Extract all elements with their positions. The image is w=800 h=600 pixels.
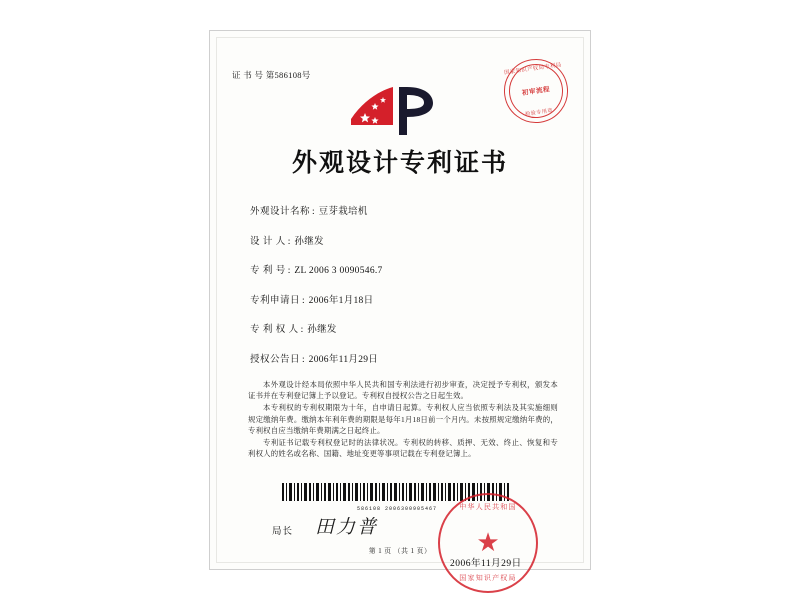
star-icon: ★ [476, 528, 500, 557]
field-value: 2006年11月29日 [308, 354, 379, 365]
barcode-text: 586108 2006300905467 [356, 506, 437, 512]
patent-certificate [209, 30, 591, 582]
director-label: 局长 [272, 527, 294, 537]
serial-number: 第586108号 [265, 70, 311, 80]
main-seal-arc-top: 中华人民共和国 [459, 503, 517, 511]
field-value: 孙继发 [307, 325, 337, 335]
field-application-date [250, 292, 558, 306]
certificate-serial [232, 69, 311, 81]
field-colon: : [287, 266, 291, 276]
certificate-fields [250, 203, 558, 380]
field-colon: : [300, 325, 304, 335]
page-footer: 第 1 页 （共 1 页） [368, 548, 432, 555]
serial-label: 证 书 号 [232, 70, 264, 80]
body-paragraph-1: 本外观设计经本局依照中华人民共和国专利法进行初步审查，决定授予专利权，颁发本证书并在专利登记簿上予以登记。专利权自授权公告之日起生效。 [248, 380, 558, 401]
legal-body-text [248, 379, 558, 460]
field-colon: : [287, 236, 291, 247]
director-signature: 田力普 [315, 517, 379, 538]
field-designer [250, 233, 558, 247]
national-office-seal [438, 493, 538, 593]
field-patentee [250, 321, 558, 335]
field-label: 授权公告日 [250, 354, 301, 365]
patent-office-logo-icon [210, 83, 590, 141]
field-design-name [250, 203, 558, 217]
field-value: ZL 2006 3 0090546.7 [294, 266, 383, 276]
field-label: 专 利 号 [250, 266, 286, 276]
field-patent-number [250, 262, 558, 276]
body-paragraph-3: 专利证书记载专利权登记时的法律状况。专利权的转移、质押、无效、终止、恢复和专利权人的姓名或名称、国籍、地址变更等事项记载在专利登记簿上。 [248, 438, 558, 459]
seal-arc-top-text: 国家知识产权局专利局 [503, 62, 563, 77]
issue-date: 2006年11月29日 [450, 559, 522, 569]
seal-middle-text: 初审流程 [521, 86, 551, 97]
field-label: 设 计 人 [250, 236, 286, 247]
field-value: 孙继发 [294, 236, 324, 247]
field-colon: : [302, 295, 305, 306]
field-colon: : [312, 207, 315, 217]
field-label: 专利申请日 [250, 295, 301, 306]
seal-arc-bottom-text: 检验专用章 [524, 107, 554, 118]
field-value: 2006年1月18日 [308, 295, 374, 306]
field-label: 专 利 权 人 [250, 325, 299, 335]
field-colon: : [302, 354, 305, 365]
page-title: 外观设计专利证书 [291, 150, 508, 177]
field-label: 外观设计名称 [250, 207, 311, 217]
body-paragraph-2: 本专利权的专利权期限为十年，自申请日起算。专利权人应当依照专利法及其实施细则规定缴纳年费。缴纳本年利年费的期限是每年1月18日前一个月内。未按照规定缴纳年费的，专利权自应当缴纳年费期满之日起终止。 [248, 403, 558, 435]
field-grant-date [250, 351, 558, 365]
field-value: 豆芽栽培机 [318, 207, 368, 217]
main-seal-arc-bottom: 国家知识产权局 [459, 574, 517, 582]
